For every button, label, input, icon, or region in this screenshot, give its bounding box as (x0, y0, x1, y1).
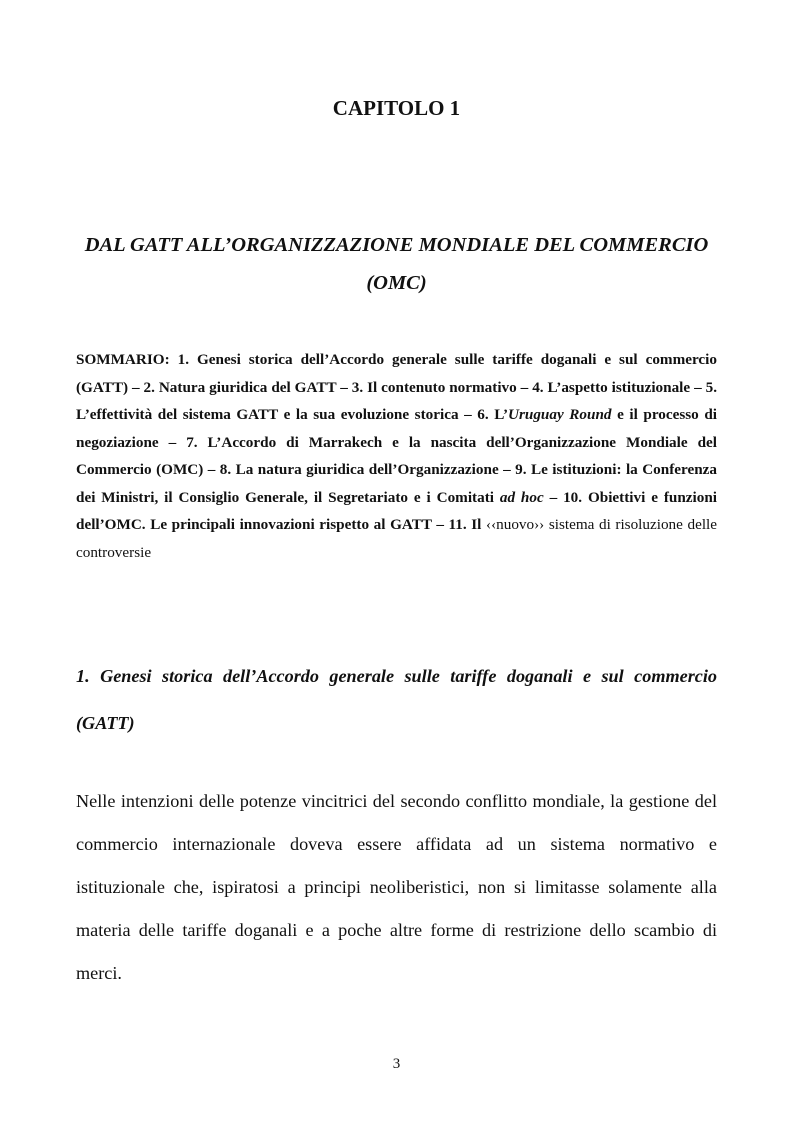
summary-italic-ad-hoc: ad hoc (499, 488, 544, 506)
summary-text-3: – 10. Obiettivi e funzioni dell’OMC. Le principali innovazioni rispetto al GATT – 11. Il (76, 488, 718, 533)
chapter-title: DAL GATT ALL’ORGANIZZAZIONE MONDIALE DEL COMMERCIO (OMC) (84, 234, 709, 294)
summary-paragraph (76, 346, 717, 566)
summary-italic-uruguay-round: Uruguay Round (508, 406, 612, 423)
summary-nuovo: ‹‹nuovo›› (486, 516, 545, 533)
summary-text-4: sistema di risoluzione delle controversie (76, 516, 718, 561)
summary-text-2: e il processo di negoziazione – 7. L’Accordo di Marrakech e la nascita dell’Organizzazione Mondiale del Commercio (OMC) – 8. La natura giuridica dell’Organizzazione – 9. Le istituzioni: la Conferenza dei Ministri, il Consiglio Generale, il Segretariato e i Comitati (76, 406, 718, 506)
section-heading: 1. Genesi storica dell’Accordo generale sulle tariffe doganali e sul commercio (GATT) (76, 666, 717, 733)
summary-text-1: SOMMARIO: 1. Genesi storica dell’Accordo generale sulle tariffe doganali e sul commercio (GATT) – 2. Natura giuridica del GATT – 3. Il contenuto normativo – 4. L’aspetto istituzionale – 5. L’effettività del sistema GATT e la sua evoluzione storica – 6. L’ (76, 351, 717, 423)
page-number: 3 (392, 1056, 401, 1072)
chapter-label: CAPITOLO 1 (332, 96, 461, 120)
body-paragraph: Nelle intenzioni delle potenze vincitrici del secondo conflitto mondiale, la gestione del commercio internazionale doveva essere affidata ad un sistema normativo e istituzionale che, ispiratosi a principi neoliberistici, non si limitasse solamente alla materia delle tariffe doganali e a poche altre forme di restrizione dello scambio di merci. (76, 791, 717, 983)
